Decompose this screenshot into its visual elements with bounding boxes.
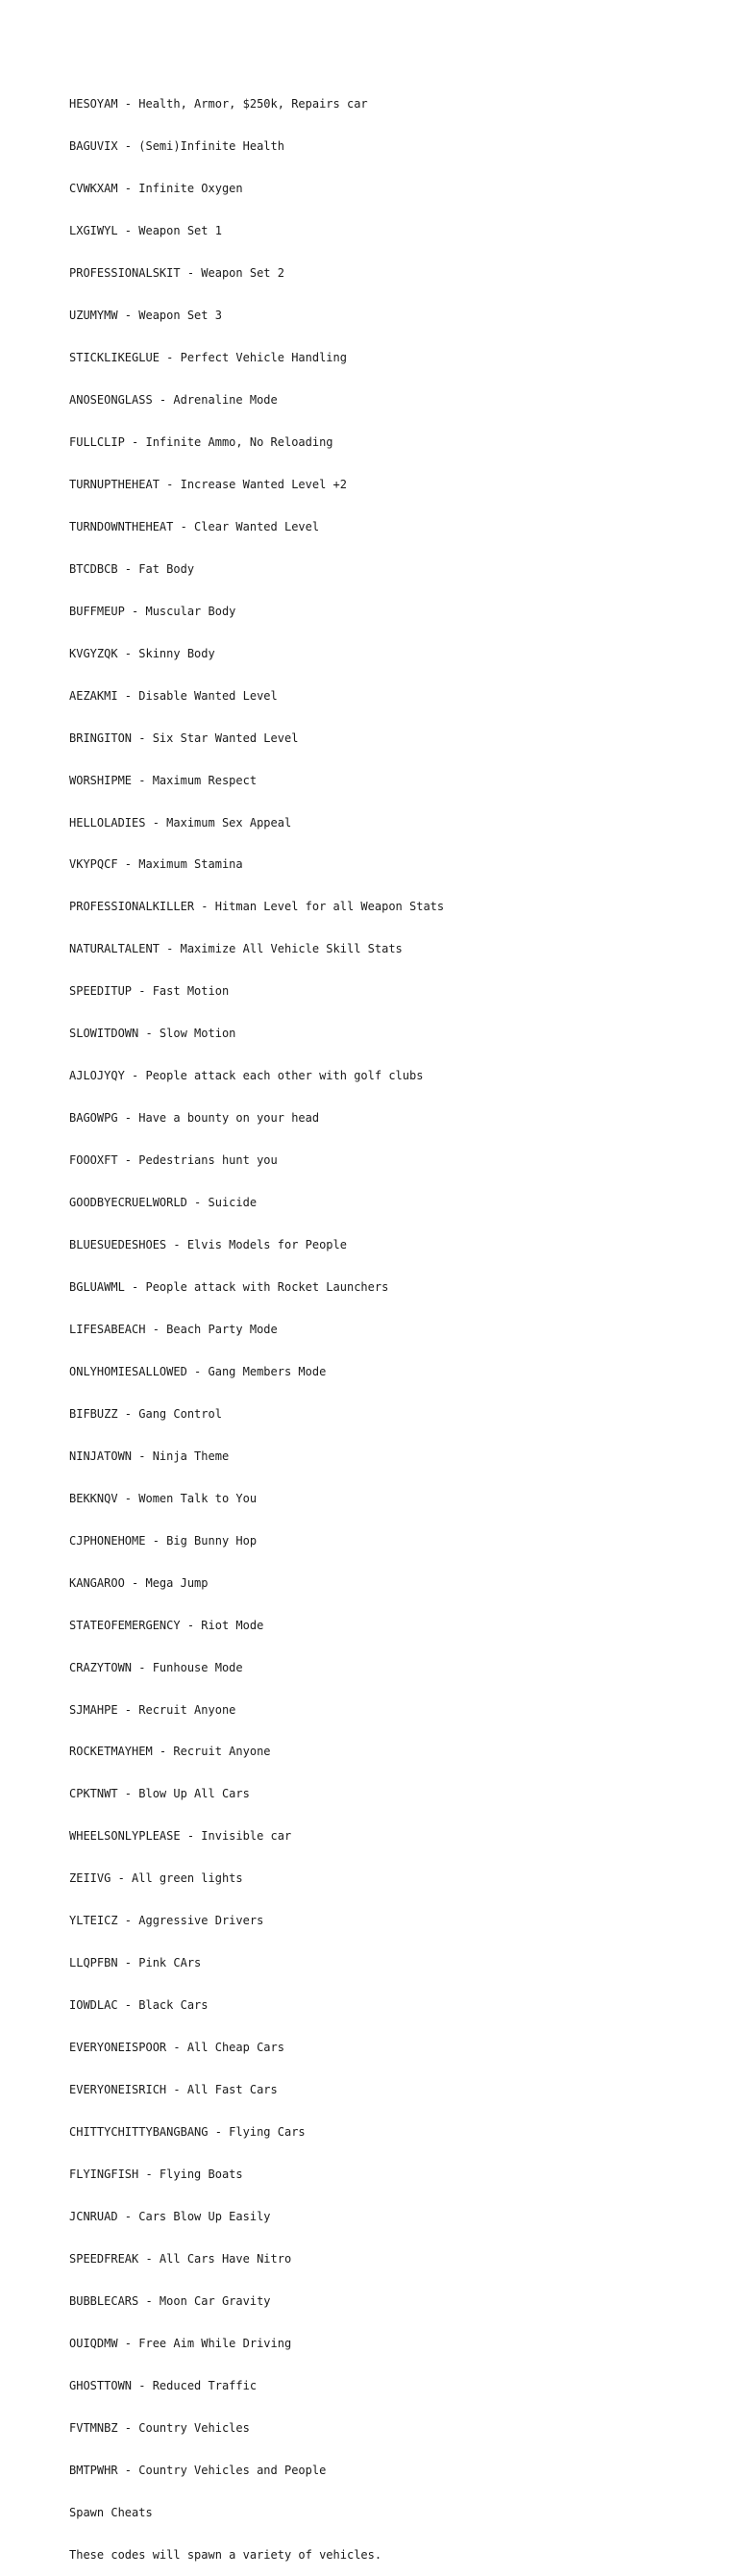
- text-line: LXGIWYL - Weapon Set 1: [69, 224, 222, 238]
- text-line: BUFFMEUP - Muscular Body: [69, 604, 236, 618]
- text-line: ROCKETMAYHEM - Recruit Anyone: [69, 1745, 271, 1759]
- text-line: These codes will spawn a variety of vehicles.: [69, 2547, 382, 2562]
- text-line: PROFESSIONALKILLER - Hitman Level for all Weapon Stats: [69, 900, 445, 914]
- text-line: ONLYHOMIESALLOWED - Gang Members Mode: [69, 1364, 327, 1378]
- text-line: IOWDLAC - Black Cars: [69, 1998, 209, 2013]
- text-line: OUIQDMW - Free Aim While Driving: [69, 2336, 292, 2350]
- document-body: [69, 69, 703, 2576]
- text-line: AJLOJYQY - People attack each other with golf clubs: [69, 1069, 424, 1083]
- text-line: CHITTYCHITTYBANGBANG - Flying Cars: [69, 2125, 306, 2140]
- text-line: FLYINGFISH - Flying Boats: [69, 2167, 243, 2182]
- text-line: TURNUPTHEHEAT - Increase Wanted Level +2: [69, 477, 347, 491]
- text-line: CRAZYTOWN - Funhouse Mode: [69, 1660, 243, 1674]
- text-line: SPEEDFREAK - All Cars Have Nitro: [69, 2251, 292, 2266]
- text-line: HELLOLADIES - Maximum Sex Appeal: [69, 815, 292, 830]
- text-line: JCNRUAD - Cars Blow Up Easily: [69, 2209, 271, 2223]
- text-line: LIFESABEACH - Beach Party Mode: [69, 1322, 278, 1336]
- text-line: BMTPWHR - Country Vehicles and People: [69, 2463, 327, 2477]
- text-line: BUBBLECARS - Moon Car Gravity: [69, 2293, 271, 2308]
- text-line: BTCDBCB - Fat Body: [69, 561, 195, 576]
- text-line: ZEIIVG - All green lights: [69, 1871, 243, 1886]
- text-line: BGLUAWML - People attack with Rocket Launchers: [69, 1280, 389, 1294]
- text-line: SPEEDITUP - Fast Motion: [69, 984, 230, 999]
- text-line: VKYPQCF - Maximum Stamina: [69, 857, 243, 872]
- text-line: WORSHIPME - Maximum Respect: [69, 773, 258, 787]
- text-line: STICKLIKEGLUE - Perfect Vehicle Handling: [69, 351, 347, 365]
- text-line: FVTMNBZ - Country Vehicles: [69, 2420, 250, 2435]
- text-line: ANOSEONGLASS - Adrenaline Mode: [69, 392, 278, 407]
- text-line: GHOSTTOWN - Reduced Traffic: [69, 2378, 258, 2392]
- text-line: CJPHONEHOME - Big Bunny Hop: [69, 1533, 258, 1548]
- text-line: NATURALTALENT - Maximize All Vehicle Skill Stats: [69, 942, 403, 956]
- text-line: NINJATOWN - Ninja Theme: [69, 1449, 230, 1463]
- text-line: BLUESUEDESHOES - Elvis Models for People: [69, 1238, 347, 1252]
- text-line: TURNDOWNTHEHEAT - Clear Wanted Level: [69, 519, 320, 533]
- text-line: PROFESSIONALSKIT - Weapon Set 2: [69, 266, 284, 281]
- text-line: AEZAKMI - Disable Wanted Level: [69, 688, 278, 703]
- text-line: BEKKNQV - Women Talk to You: [69, 1491, 258, 1505]
- text-line: FULLCLIP - Infinite Ammo, No Reloading: [69, 434, 333, 449]
- text-line: EVERYONEISPOOR - All Cheap Cars: [69, 2041, 284, 2055]
- text-line: SLOWITDOWN - Slow Motion: [69, 1027, 236, 1041]
- text-line: HESOYAM - Health, Armor, $250k, Repairs car: [69, 97, 368, 111]
- text-line: WHEELSONLYPLEASE - Invisible car: [69, 1829, 292, 1844]
- text-line: UZUMYMW - Weapon Set 3: [69, 309, 222, 323]
- text-line: FOOOXFT - Pedestrians hunt you: [69, 1153, 278, 1168]
- text-line: STATEOFEMERGENCY - Riot Mode: [69, 1618, 264, 1632]
- text-line: CVWKXAM - Infinite Oxygen: [69, 182, 243, 196]
- text-line: KVGYZQK - Skinny Body: [69, 646, 215, 660]
- text-line: KANGAROO - Mega Jump: [69, 1575, 209, 1590]
- text-line: GOODBYECRUELWORLD - Suicide: [69, 1196, 258, 1210]
- text-line: CPKTNWT - Blow Up All Cars: [69, 1787, 250, 1801]
- text-line: BAGOWPG - Have a bounty on your head: [69, 1111, 320, 1126]
- text-line: BRINGITON - Six Star Wanted Level: [69, 731, 299, 745]
- text-line: BAGUVIX - (Semi)Infinite Health: [69, 139, 284, 154]
- section-heading: Spawn Cheats: [69, 2505, 153, 2519]
- text-line: LLQPFBN - Pink CArs: [69, 1956, 202, 1970]
- text-line: YLTEICZ - Aggressive Drivers: [69, 1914, 264, 1928]
- text-line: SJMAHPE - Recruit Anyone: [69, 1702, 236, 1717]
- text-line: EVERYONEISRICH - All Fast Cars: [69, 2083, 278, 2097]
- text-line: BIFBUZZ - Gang Control: [69, 1406, 222, 1421]
